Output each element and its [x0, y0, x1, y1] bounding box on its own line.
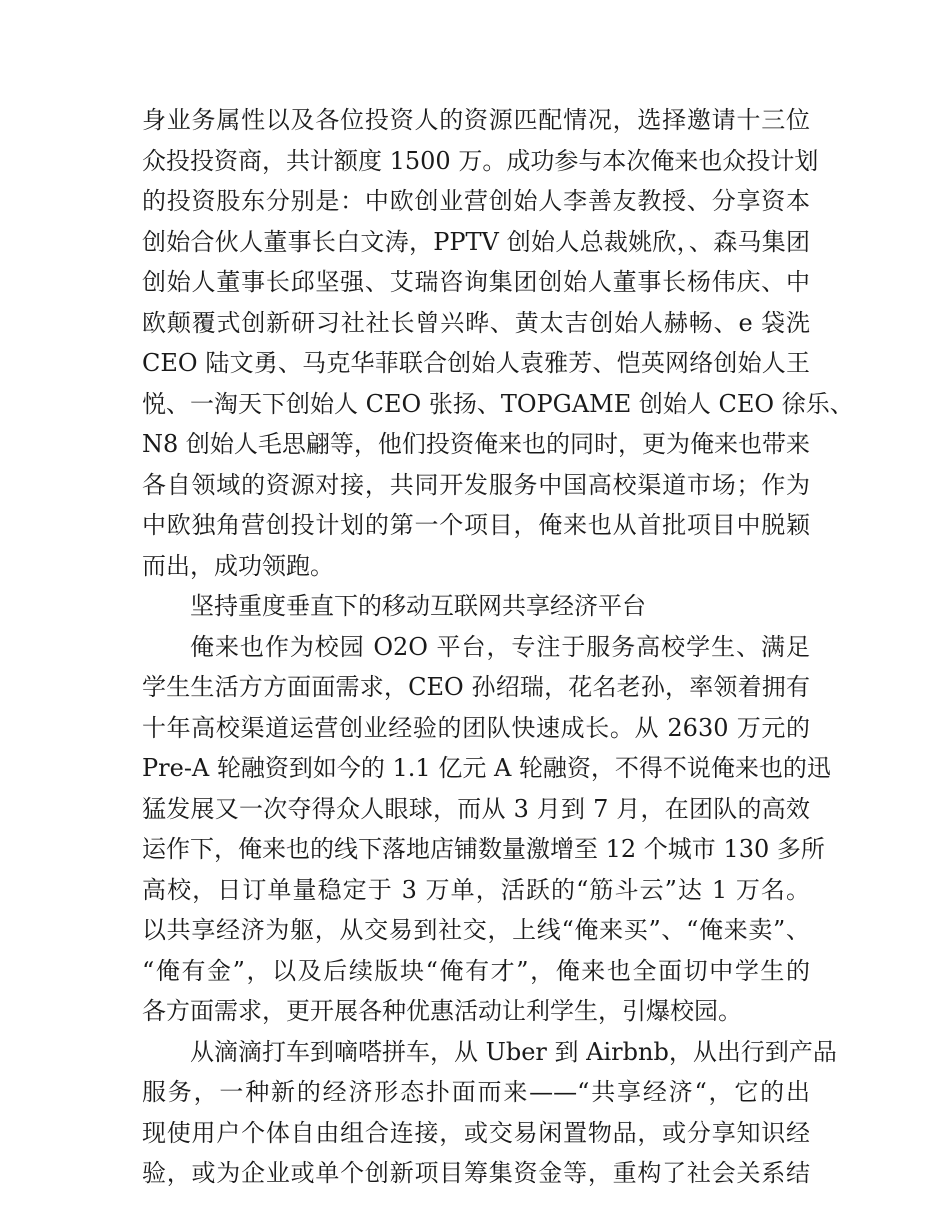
text-line: 众投投资商，共计额度 1500 万。成功参与本次俺来也众投计划 [142, 146, 819, 175]
text-line: 猛发展又一次夺得众人眼球，而从 3 月到 7 月，在团队的高效 [142, 794, 810, 823]
body-text [142, 100, 854, 1194]
text-line: 十年高校渠道运营创业经验的团队快速成长。从 2630 万元的 [142, 713, 810, 742]
text-line: N8 创始人毛思翩等，他们投资俺来也的同时，更为俺来也带来 [142, 430, 810, 458]
text-line: 现使用户个体自由组合连接，或交易闲置物品，或分享知识经 [142, 1118, 810, 1147]
text-line: 各自领域的资源对接，共同开发服务中国高校渠道市场；作为 [142, 470, 810, 499]
text-line: 创始合伙人董事长白文涛，PPTV 创始人总裁姚欣，、森马集团 [142, 227, 810, 256]
text-line: 俺来也作为校园 O2O 平台，专注于服务高校学生、满足 [190, 632, 810, 661]
text-line: 的投资股东分别是：中欧创业营创始人李善友教授、分享资本 [142, 187, 810, 215]
text-line: 以共享经济为躯，从交易到社交，上线“俺来买”、“俺来卖”、 [142, 916, 810, 944]
text-line: 验，或为企业或单个创新项目筹集资金等，重构了社会关系结 [142, 1159, 810, 1187]
text-line: 学生生活方方面面需求，CEO 孙绍瑞，花名老孙，率领着拥有 [142, 673, 810, 701]
text-line: 运作下，俺来也的线下落地店铺数量激增至 12 个城市 130 多所 [142, 835, 825, 863]
text-line: 高校，日订单量稳定于 3 万单，活跃的“筋斗云”达 1 万名。 [142, 875, 810, 904]
text-line: 创始人董事长邱坚强、艾瑞咨询集团创始人董事长杨伟庆、中 [142, 268, 810, 296]
text-line: Pre-A 轮融资到如今的 1.1 亿元 A 轮融资，不得不说俺来也的迅 [142, 754, 831, 782]
text-line: 各方面需求，更开展各种优惠活动让利学生，引爆校园。 [142, 997, 742, 1025]
section-heading: 坚持重度垂直下的移动互联网共享经济平台 [190, 592, 646, 620]
text-line: 欧颠覆式创新研习社社长曾兴晔、黄太吉创始人赫畅、e 袋洗 [142, 308, 810, 337]
text-line: 服务，一种新的经济形态扑面而来——“共享经济“，它的出 [142, 1078, 810, 1106]
text-line: CEO 陆文勇、马克华菲联合创始人袁雅芳、恺英网络创始人王 [142, 349, 810, 377]
text-line: 中欧独角营创投计划的第一个项目，俺来也从首批项目中脱颖 [142, 511, 810, 539]
text-line: “俺有金”，以及后续版块“俺有才”，俺来也全面切中学生的 [142, 956, 810, 985]
text-line: 悦、一淘天下创始人 CEO 张扬、TOPGAME 创始人 CEO 徐乐、 [142, 389, 854, 418]
text-line: 从滴滴打车到嘀嗒拼车，从 Uber 到 Airbnb，从出行到产品 [190, 1037, 837, 1066]
text-line: 而出，成功领跑。 [142, 551, 334, 580]
text-line: 身业务属性以及各位投资人的资源匹配情况，选择邀请十三位 [142, 106, 810, 134]
